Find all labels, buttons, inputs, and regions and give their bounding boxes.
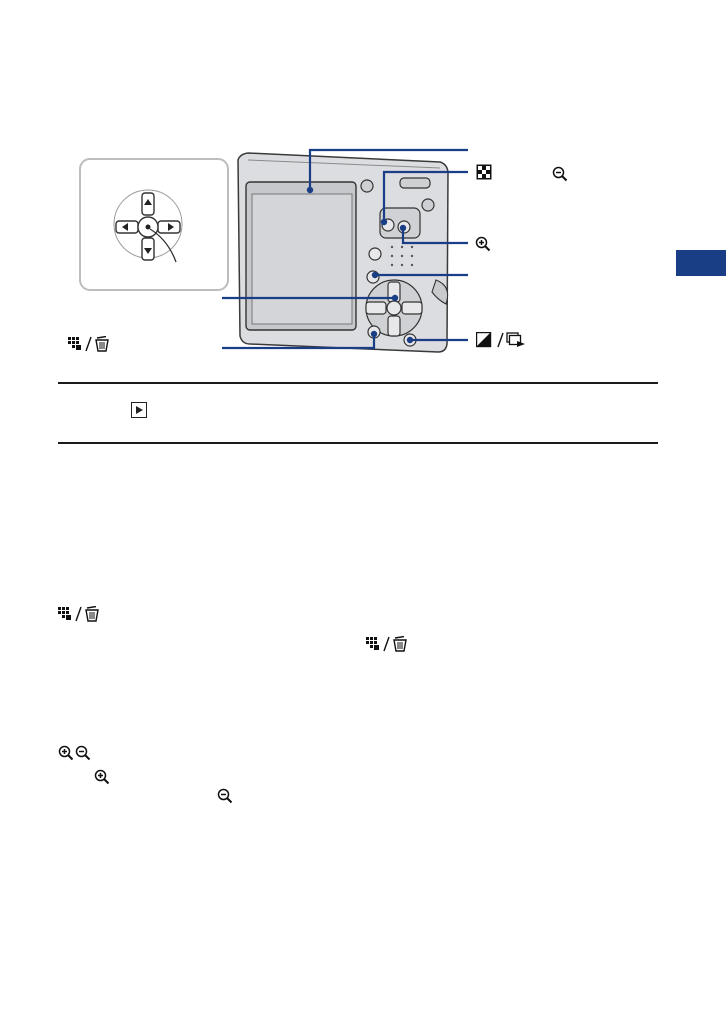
magnifier-plus-minus-icon <box>58 745 94 761</box>
magnifier-minus-icon <box>217 788 233 804</box>
magnifier-minus-icon <box>552 166 568 182</box>
exposure-slash-burst-icon <box>476 332 526 348</box>
magnifier-plus-icon <box>475 236 491 252</box>
menu-grid-slash-trash-icon <box>58 606 104 622</box>
camera-body <box>238 153 448 352</box>
menu-grid-slash-trash-icon <box>68 336 114 352</box>
play-triangle-icon <box>131 402 147 418</box>
magnifier-plus-icon <box>94 769 110 785</box>
section-rule-bottom <box>58 442 658 444</box>
section-rule-top <box>58 382 658 384</box>
grid-checker-icon <box>476 164 492 180</box>
menu-grid-slash-trash-icon <box>366 636 412 652</box>
camera-diagram <box>0 0 726 370</box>
control-button-inset <box>80 159 228 290</box>
